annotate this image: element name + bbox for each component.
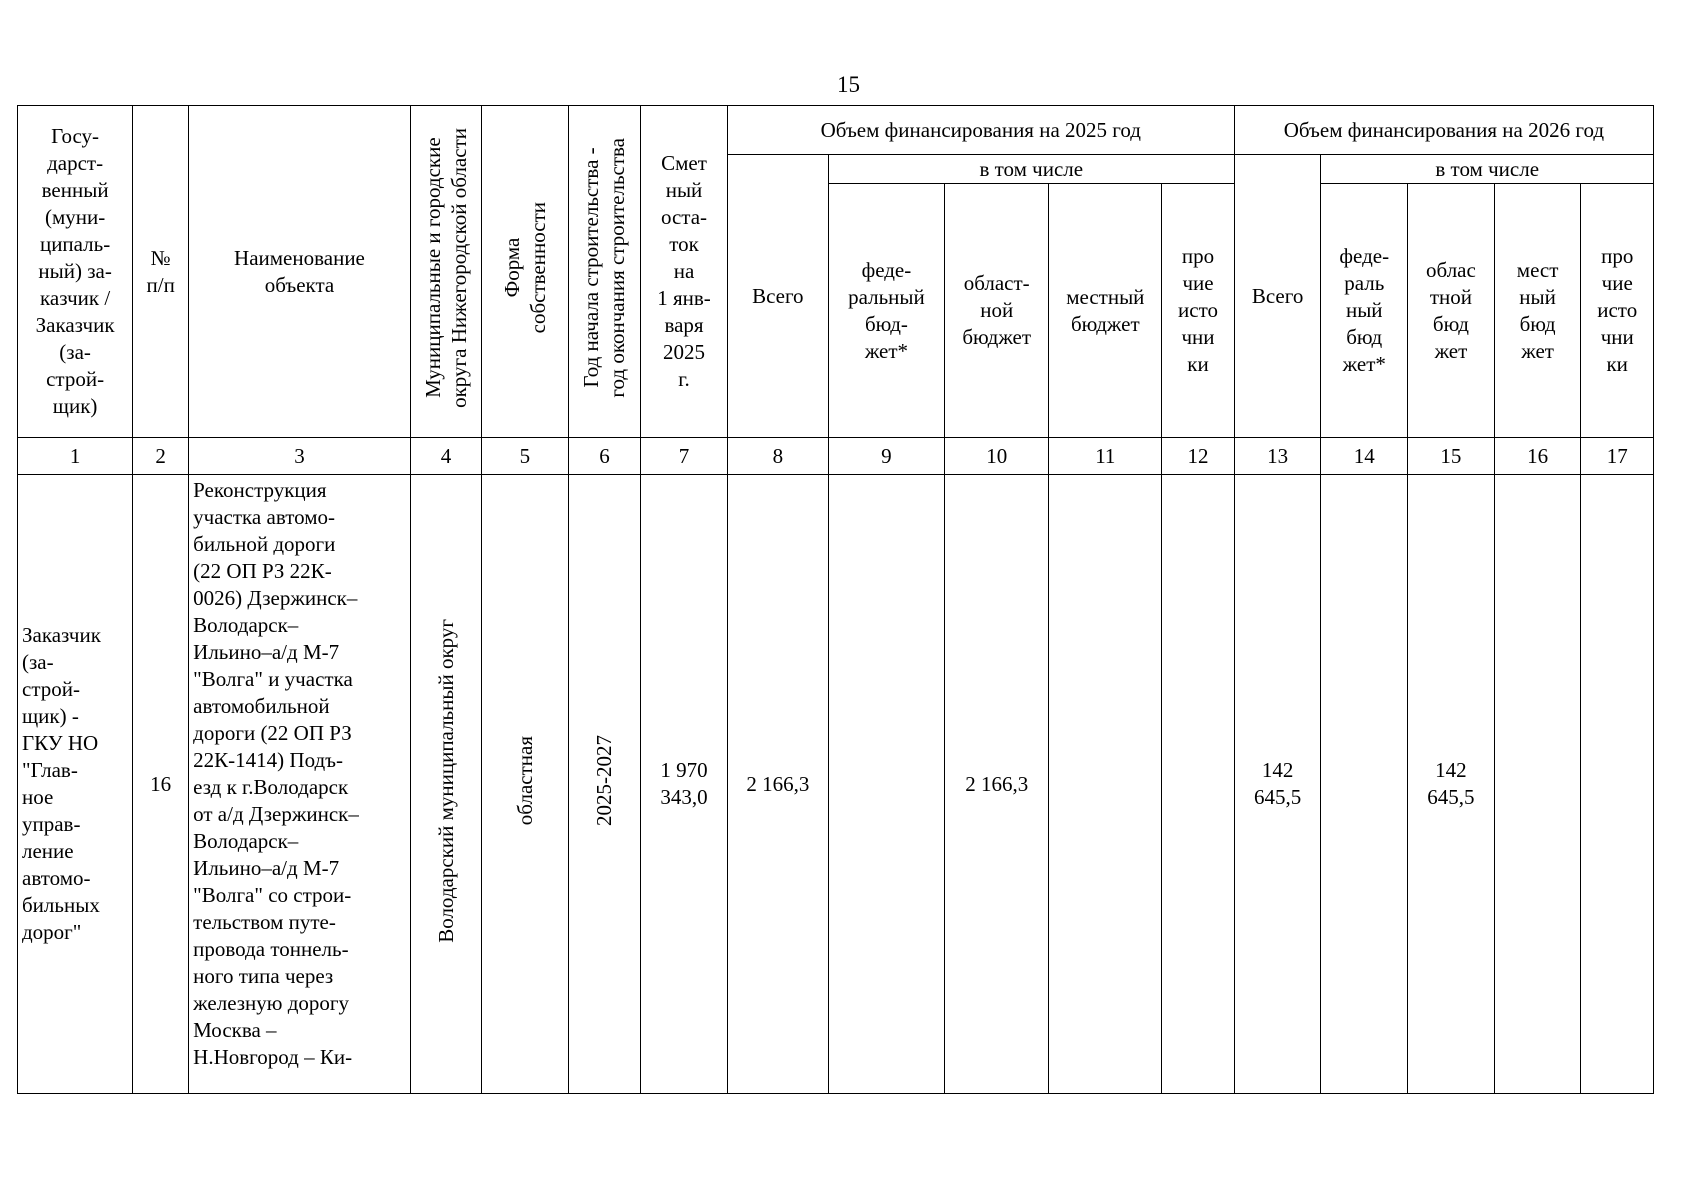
column-number: 15 <box>1408 438 1495 475</box>
row-number-cell: 16 <box>133 475 189 1094</box>
header-local-2026: мест ный бюд жет <box>1494 184 1581 438</box>
other-2025-cell <box>1162 475 1234 1094</box>
local-2025-cell <box>1049 475 1162 1094</box>
header-federal-2026: феде- раль ный бюд жет* <box>1321 184 1408 438</box>
table-row <box>18 475 1654 1094</box>
header-other-2025: про чие исто чни ки <box>1162 184 1234 438</box>
years-value: 2025-2027 <box>592 735 617 826</box>
header-ownership-cell <box>482 106 569 438</box>
column-number: 8 <box>727 438 828 475</box>
column-number: 1 <box>18 438 133 475</box>
header-estimated-balance: Смет ный оста- ток на 1 янв- варя 2025 г. <box>641 106 728 438</box>
page-number: 15 <box>837 72 860 97</box>
header-regional-2025: област- ной бюджет <box>945 184 1049 438</box>
column-numbers-row <box>18 438 1654 475</box>
estimated-balance-cell: 1 970 343,0 <box>641 475 728 1094</box>
customer-cell: Заказчик (за- строй- щик) - ГКУ НО "Глав- ное управ- ление автомо- бильных дорог" <box>18 475 133 1094</box>
header-financing-2026: Объем финансирования на 2026 год <box>1234 106 1653 155</box>
total-2026-cell: 142 645,5 <box>1234 475 1321 1094</box>
column-number: 3 <box>189 438 411 475</box>
federal-2026-cell <box>1321 475 1408 1094</box>
header-ownership: Форма собственности <box>499 202 550 334</box>
header-including-2025: в том числе <box>828 155 1234 184</box>
header-total-2026: Всего <box>1234 155 1321 438</box>
ownership-cell <box>482 475 569 1094</box>
column-number: 12 <box>1162 438 1234 475</box>
header-other-2026: про чие исто чни ки <box>1581 184 1654 438</box>
header-years-cell <box>568 106 640 438</box>
column-number: 17 <box>1581 438 1654 475</box>
header-financing-2025: Объем финансирования на 2025 год <box>727 106 1234 155</box>
regional-2025-cell: 2 166,3 <box>945 475 1049 1094</box>
local-2026-cell <box>1494 475 1581 1094</box>
column-number: 13 <box>1234 438 1321 475</box>
header-customer: Госу- дарст- венный (муни- ципаль- ный) за- казчик / Заказчик (за- строй- щик) <box>18 106 133 438</box>
column-number: 14 <box>1321 438 1408 475</box>
federal-2025-cell <box>828 475 944 1094</box>
years-cell <box>568 475 640 1094</box>
ownership-value: областная <box>512 735 537 826</box>
header-total-2025: Всего <box>727 155 828 438</box>
object-name-cell: Реконструкция участка автомо- бильной дороги (22 ОП РЗ 22К- 0026) Дзержинск– Володарск– Ильино–а/д М-7 "Волга" и участка автомобильной дороги (22 ОП РЗ 22К-1414) Подъ- езд к г.Володарск от а/д Дзержинск– Володарск– Ильино–а/д М-7 "Волга" со строи- тельством путе- провода тоннель- ного типа через железную дорогу Москва – Н.Новгород – Ки- <box>189 475 411 1094</box>
column-number: 9 <box>828 438 944 475</box>
header-regional-2026: облас тной бюд жет <box>1408 184 1495 438</box>
header-federal-2025: феде- ральный бюд- жет* <box>828 184 944 438</box>
financing-table <box>17 105 1654 1094</box>
column-number: 10 <box>945 438 1049 475</box>
column-number: 7 <box>641 438 728 475</box>
column-number: 4 <box>410 438 481 475</box>
municipality-cell <box>410 475 481 1094</box>
header-local-2025: местный бюджет <box>1049 184 1162 438</box>
header-years: Год начала строительства - год окончания строительства <box>579 138 630 398</box>
other-2026-cell <box>1581 475 1654 1094</box>
column-number: 16 <box>1494 438 1581 475</box>
column-number: 5 <box>482 438 569 475</box>
header-object-name: Наименование объекта <box>189 106 411 438</box>
header-municipality-cell <box>410 106 481 438</box>
column-number: 2 <box>133 438 189 475</box>
header-including-2026: в том числе <box>1321 155 1654 184</box>
header-municipality: Муниципальные и городские округа Нижегородской области <box>420 128 471 408</box>
regional-2026-cell: 142 645,5 <box>1408 475 1495 1094</box>
column-number: 6 <box>568 438 640 475</box>
municipality-value: Володарский муниципальный округ <box>433 618 458 943</box>
total-2025-cell: 2 166,3 <box>727 475 828 1094</box>
column-number: 11 <box>1049 438 1162 475</box>
header-num: № п/п <box>133 106 189 438</box>
